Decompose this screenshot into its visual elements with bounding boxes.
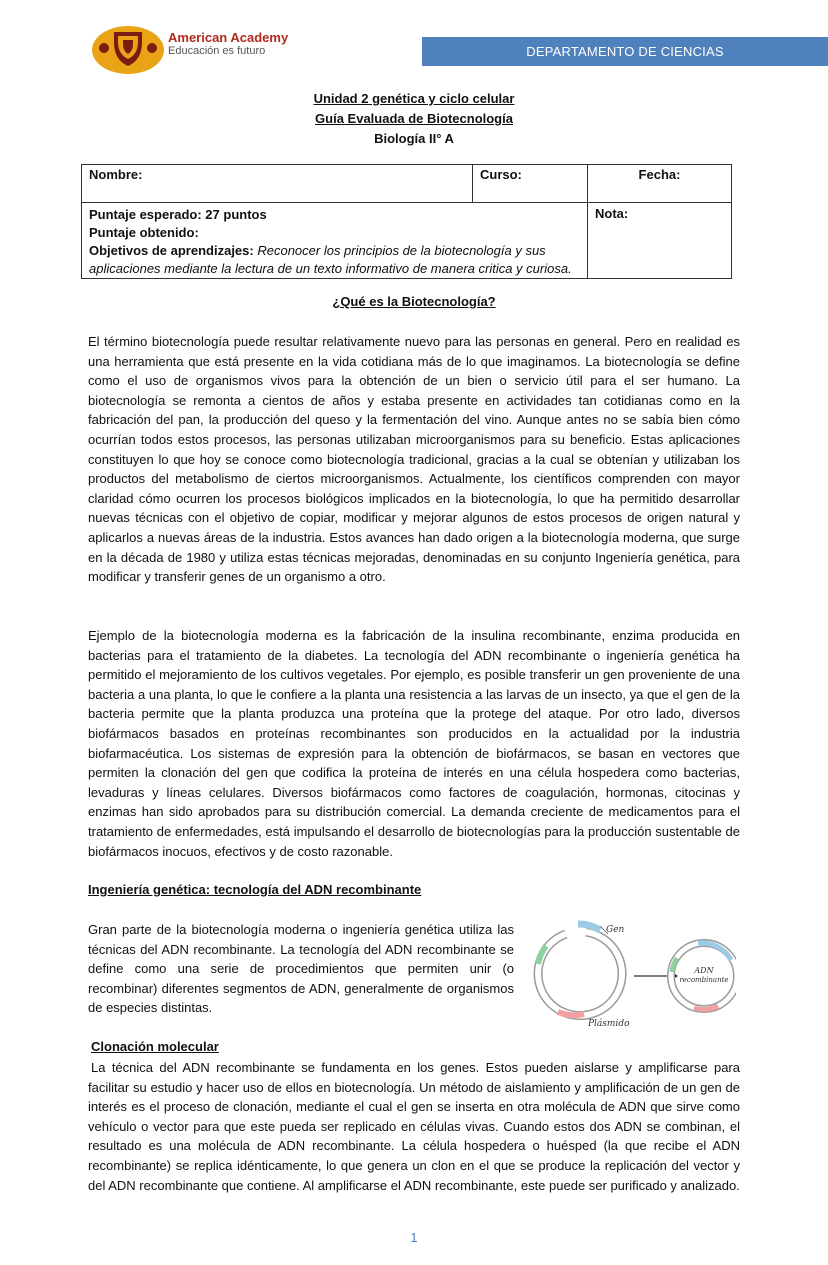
guide-title: Guía Evaluada de Biotecnología	[315, 111, 513, 126]
section-title-cloning: Clonación molecular	[91, 1039, 219, 1054]
logo-tagline: Educación es futuro	[168, 45, 266, 57]
course-title: Biología II° A	[374, 131, 454, 146]
grade-label: Nota:	[595, 206, 629, 221]
paragraph-biotech-1: El término biotecnología puede resultar relativamente nuevo para las personas en general. Pero en realidad es una herramienta que está presente en la vida cotidiana más de lo que imaginamos. La biotecnología se define como el uso de organismos vivos para la obtención de un bien o servicio útil para el ser humano. La biotecnología se remonta a cientos de años y estaba presente en actividades tan cotidianas como en la fabricación del pan, la producción del queso y la fermentación del vino. Aunque antes no se sabía bien cómo ocurrían todos estos procesos, las personas utilizaban microorganismos para su beneficio. Estas aplicaciones constituyen lo que hoy se conoce como biotecnología tradicional, gracias a la cual se obtenían y utilizaban los productos del metabolismo de ciertos microorganismos. Actualmente, los científicos comprenden con mayor claridad cómo ocurren los procesos biológicos implicados en la biotecnología, lo que ha permitido desarrollar nuevas técnicas con el objetivo de copiar, modificar y mejorar algunos de estos procesos de origen natural y aplicarlos a nuevas áreas de la industria. Estos avances han dado origen a la biotecnología moderna, que surge en la década de 1980 y utiliza estas técnicas mejoradas, denominadas en su conjunto Ingeniería genética, para modificar y transferir genes de un organismo a otro.	[88, 334, 740, 585]
grade-cell[interactable]	[588, 203, 732, 279]
document-titles	[0, 89, 828, 149]
date-label: Fecha:	[638, 167, 681, 182]
school-logo	[90, 18, 290, 78]
unit-title: Unidad 2 genética y ciclo celular	[313, 91, 515, 106]
section-title-genetic-engineering: Ingeniería genética: tecnología del ADN recombinante	[88, 882, 422, 897]
name-cell[interactable]	[82, 165, 473, 203]
paragraph-biotech-2: Ejemplo de la biotecnología moderna es la fabricación de la insulina recombinante, enzima producida en bacterias para el tratamiento de la diabetes. La tecnología del ADN recombinante o ingeniería genética ha permitido el mejoramiento de los cultivos vegetales. Por ejemplo, es posible transferir un gen proveniente de una bacteria a una planta, lo que le confiere a la planta una resistencia a las larvas de un insecto, ya que el gen de la bacteria permite que la planta produzca una proteína que la protege del ataque. Por otro lado, diversos biofármacos basados en proteínas recombinantes son producidos en la actualidad por la industria biofarmacéutica. Los sistemas de expresión para la obtención de biofármacos, se basan en vectores que permiten la clonación del gen que codifica la proteína de interés en una célula hospedera como bacterias, levaduras y líneas celulares. Diversos biofármacos como factores de coagulación, hormonas, citocinas y enzimas han sido aprobados para su distribución comercial. La demanda creciente de medicamentos para el tratamiento de enfermedades, está impulsando el desarrollo de biotecnologías para la producción sustentable de biofármacos inocuos, efectivos y de costo razonable.	[88, 628, 740, 859]
name-label: Nombre:	[89, 167, 143, 182]
course-cell[interactable]	[473, 165, 588, 203]
student-info-table	[81, 164, 732, 279]
date-cell[interactable]	[588, 165, 732, 203]
paragraph-recombinant-dna: Gran parte de la biotecnología moderna o ingeniería genética utiliza las técnicas del ADN recombinante. La tecnología del ADN recombinante se define como una serie de procedimientos que permiten unir (o recombinar) diferentes segmentos de ADN, generalmente de organismos de especies distintas.	[88, 922, 514, 1016]
objectives-label: Objetivos de aprendizajes:	[89, 243, 254, 258]
logo-name: American Academy	[168, 30, 289, 45]
objectives-text: Reconocer los principios de la biotecnología y sus aplicaciones mediante la lectura de un texto informativo de manera critica y curiosa.	[89, 243, 572, 276]
objectives	[89, 242, 580, 278]
department-banner: DEPARTAMENTO DE CIENCIAS	[422, 37, 828, 66]
score-cell	[82, 203, 588, 279]
paragraph-cloning: La técnica del ADN recombinante se fundamenta en los genes. Estos pueden aislarse y amplificarse para facilitar su estudio y hacer uso de ellos en biotecnología. Un método de aislamiento y amplificación de un gen de interés es el proceso de clonación, mediante el cual el gen se inserta en otra molécula de ADN que sirve como vehículo o vector para que este pueda ser replicado en células vivas. Cuando estos dos ADN se combinan, el resultado es una molécula de ADN recombinante. La célula hospedera o huésped (la que recibe el ADN recombinante) se replica idénticamente, lo que genera un clon en el que se produce la replicación del vector y del ADN recombinante que contiene. Al amplificarse el ADN recombinante, este puede ser purificado y analizado.	[88, 1060, 740, 1193]
obtained-score: Puntaje obtenido:	[89, 225, 199, 240]
page-number: 1	[410, 1230, 418, 1245]
crest-icon	[90, 18, 166, 78]
recombinant-dna-diagram	[526, 918, 736, 1030]
course-label: Curso:	[480, 167, 522, 182]
plasmid-icon	[538, 932, 622, 1016]
section-title-biotech: ¿Qué es la Biotecnología?	[332, 294, 496, 309]
diagram-gen-label: Gen	[606, 925, 625, 935]
diagram-plasmid-label: Plásmido	[588, 1019, 630, 1029]
expected-score: Puntaje esperado: 27 puntos	[89, 207, 267, 222]
diagram-adn-label: ADN	[694, 966, 714, 975]
diagram-recombinant-label: recombinante	[679, 976, 729, 984]
